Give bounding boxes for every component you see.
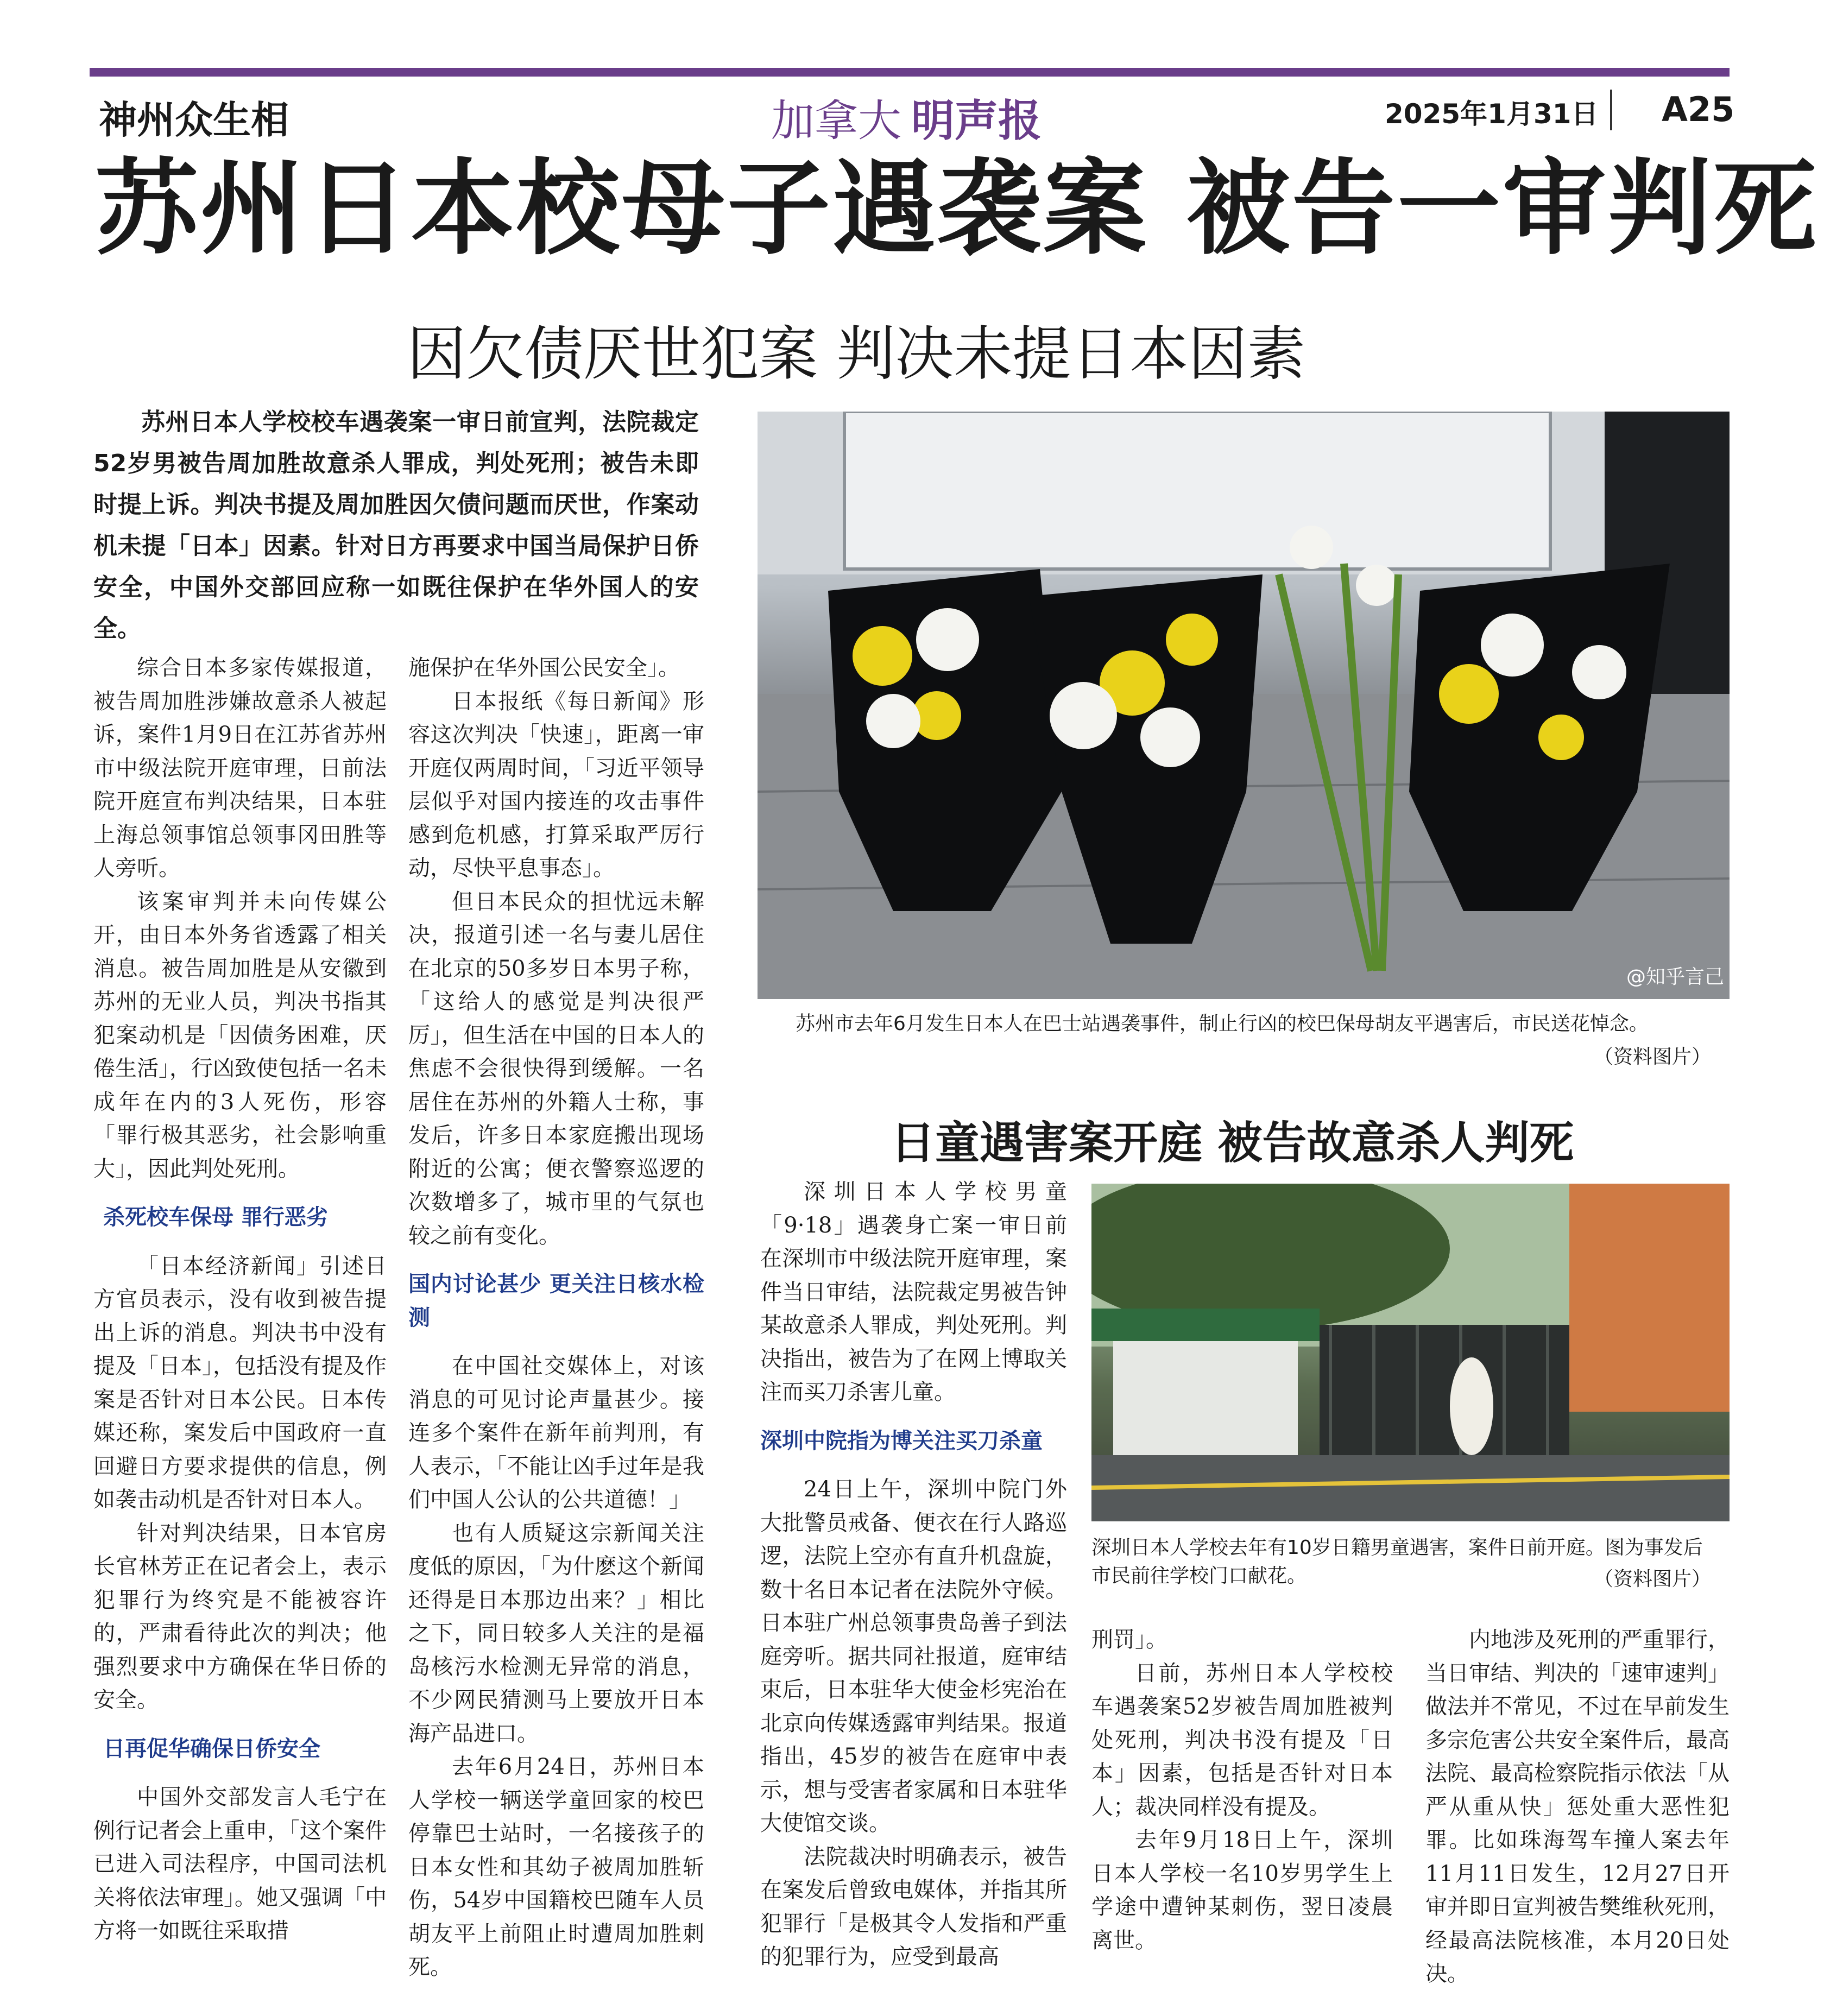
main-headline: 苏州日本校母子遇袭案 被告一审判死 [95, 149, 1819, 269]
section-label: 神州众生相 [99, 98, 289, 142]
paragraph: 内地涉及死刑的严重罪行，当日审结、判决的「速审速判」做法并不常见，不过在早前发生多宗危害公共安全案件后，最高法院、最高检察院指示依法「从严从重从快」惩处重大恶性犯罪。比如珠海驾车撞人案去年11月11日发生，12月27日开审并即日宣判被告樊维秋死刑，经最高法院核准，本月20日处决。 [1425, 1627, 1730, 1986]
paragraph: 去年9月18日上午，深圳日本人学校一名10岁男学生上学途中遭钟某刺伤，翌日凌晨离世。 [1091, 1828, 1393, 1953]
section-subhead: 深圳中院指为博关注买刀杀童 [760, 1428, 1043, 1453]
paragraph: 刑罚」。 [1091, 1627, 1167, 1652]
article-column-2 [408, 652, 704, 1985]
masthead-country: 加拿大 [771, 96, 901, 146]
school-gate-photo [1091, 1184, 1730, 1521]
paragraph: 综合日本多家传媒报道，被告周加胜涉嫌故意杀人被起诉，案件1月9日在江苏省苏州市中级法院开庭审理，日前法院开庭宣布判决结果，日本驻上海总领事馆总领事冈田胜等人旁听。 [93, 655, 387, 881]
paragraph: 针对判决结果，日本官房长官林芳正在记者会上，表示犯罪行为终究是不能被容许的，严肃看待此次的判决；他强烈要求中方确保在华日侨的安全。 [93, 1520, 387, 1712]
photo-1-credit: （资料图片） [1594, 1046, 1712, 1068]
paragraph: 但日本民众的担忧远未解决，报道引述一名与妻儿居住在北京的50多岁日本男子称，「这给人的感觉是判决很严厉」，但生活在中国的日本人的焦虑不会很快得到缓解。一名居住在苏州的外籍人士称，事发后，许多日本家庭搬出现场附近的公寓；便衣警察巡逻的次数增多了，城市里的气氛也较之前有变化。 [408, 889, 704, 1248]
flowers-illustration [758, 412, 1730, 999]
paragraph: 日本报纸《每日新闻》形容这次判决「快速」，距离一审开庭仅两周时间，「习近平领导层似乎对国内接连的攻击事件感到危机感，打算采取严厉行动，尽快平息事态」。 [408, 688, 704, 881]
header-divider [1610, 90, 1612, 130]
article-column-1 [93, 652, 387, 1948]
school-gate-illustration [1091, 1184, 1730, 1521]
photo-2-caption: 深圳日本人学校去年有10岁日籍男童遇害，案件日前开庭。图为事发后市民前往学校门口献花。 [1091, 1537, 1703, 1587]
paragraph: 也有人质疑这宗新闻关注度低的原因，「为什麽这个新闻还得是日本那边出来？」相比之下，同日较多人关注的是福岛核污水检测无异常的消息，不少网民猜测马上要放开日本海产品进口。 [408, 1520, 704, 1746]
section-subhead: 日再促华确保日侨安全 [103, 1736, 320, 1761]
section-subhead: 国内讨论甚少 更关注日核水检测 [408, 1272, 704, 1330]
page-number: A25 [1662, 90, 1735, 129]
issue-date: 2025年1月31日 [1385, 98, 1599, 130]
masthead-name: 明声报 [911, 96, 1042, 146]
paragraph: 中国外交部发言人毛宁在例行记者会上重申，「这个案件已进入司法程序，中国司法机关将依法审理」。她又强调「中方将一如既往采取措 [93, 1785, 387, 1943]
paragraph: 施保护在华外国公民安全」。 [408, 655, 680, 680]
main-subheadline: 因欠债厌世犯案 判决未提日本因素 [407, 320, 1306, 388]
masthead [771, 86, 1064, 148]
paragraph: 24日上午，深圳中院门外大批警员戒备、便衣在行人路巡逻，法院上空亦有直升机盘旋，数十名日本记者在法院外守候。日本驻广州总领事贵岛善子到法庭旁听。据共同社报道，庭审结束后，日本驻华大使金杉宪治在北京向传媒透露审判结果。报道指出，45岁的被告在庭审中表示，想与受害者家属和日本驻华大使馆交谈。 [760, 1477, 1067, 1836]
top-rule [90, 68, 1730, 77]
section-subhead: 杀死校车保母 罪行恶劣 [103, 1205, 328, 1230]
photo-2-credit: （资料图片） [1594, 1568, 1712, 1590]
article-column-3 [760, 1176, 1067, 1974]
lead-paragraph: 苏州日本人学校校车遇袭案一审日前宣判，法院裁定52岁男被告周加胜故意杀人罪成，判处死刑；被告未即时提上诉。判决书提及周加胜因欠债问题而厌世，作案动机未提「日本」因素。针对日方再要求中国当局保护日侨安全，中国外交部回应称一如既往保护在华外国人的安全。 [93, 408, 699, 642]
paragraph: 法院裁决时明确表示，被告在案发后曾致电媒体，并指其所犯罪行「是极其令人发指和严重的犯罪行为，应受到最高 [760, 1844, 1067, 1969]
memorial-flowers-photo [758, 412, 1730, 999]
paragraph: 去年6月24日，苏州日本人学校一辆送学童回家的校巴停靠巴士站时，一名接孩子的日本女性和其幼子被周加胜斩伤，54岁中国籍校巴随车人员胡友平上前阻止时遭周加胜刺死。 [408, 1754, 704, 1980]
article-column-5 [1425, 1623, 1730, 1991]
photo-watermark: @知乎言己 [1626, 966, 1724, 988]
photo-1-caption: 苏州市去年6月发生日本人在巴士站遇袭事件，制止行凶的校巴保母胡友平遇害后，市民送花悼念。 [796, 1013, 1649, 1035]
paragraph: 该案审判并未向传媒公开，由日本外务省透露了相关消息。被告周加胜是从安徽到苏州的无业人员，判决书指其犯案动机是「因债务困难，厌倦生活」，行凶致使包括一名未成年在内的3人死伤，形容「罪行极其恶劣，社会影响重大」，因此判处死刑。 [93, 889, 387, 1181]
paragraph: 深圳日本人学校男童「9·18」遇袭身亡案一审日前在深圳市中级法院开庭审理，案件当日审结，法院裁定男被告钟某故意杀人罪成，判处死刑。判决指出，被告为了在网上博取关注而买刀杀害儿童。 [760, 1179, 1067, 1405]
paragraph: 在中国社交媒体上，对该消息的可见讨论声量甚少。接连多个案件在新年前判刑，有人表示，「不能让凶手过年是我们中国人公认的公共道德！」 [408, 1354, 704, 1512]
paragraph: 日前，苏州日本人学校校车遇袭案52岁被告周加胜被判处死刑，判决书没有提及「日本」因素，包括是否针对日本人；裁决同样没有提及。 [1091, 1660, 1393, 1819]
paragraph: 「日本经济新闻」引述日方官员表示，没有收到被告提出上诉的消息。判决书中没有提及「日本」，包括没有提及作案是否针对日本公民。日本传媒还称，案发后中国政府一直回避日方要求提供的信息，例如袭击动机是否针对日本人。 [93, 1253, 387, 1512]
article-column-4 [1091, 1623, 1393, 1957]
secondary-headline: 日童遇害案开庭 被告故意杀人判死 [891, 1117, 1574, 1169]
